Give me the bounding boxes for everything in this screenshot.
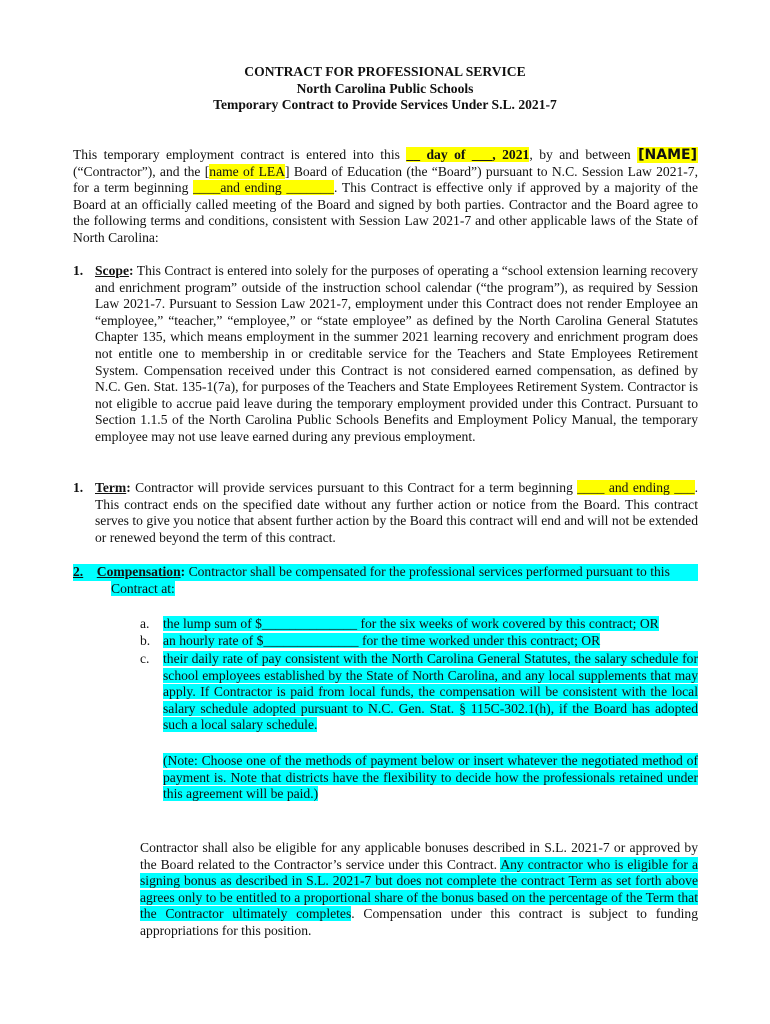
- lea-placeholder[interactable]: name of LEA: [209, 163, 286, 179]
- section-number-term: 1.: [73, 480, 84, 495]
- scope-heading: Scope: [95, 263, 129, 278]
- section-number-scope: 1.: [73, 263, 84, 278]
- contract-title: CONTRACT FOR PROFESSIONAL SERVICE: [244, 64, 526, 79]
- option-a-letter: a.: [140, 616, 150, 631]
- option-b: an hourly rate of $______________ for the time worked under this contract; OR: [163, 633, 601, 648]
- document-header: [0, 64, 770, 114]
- compensation-number: 2.: [73, 564, 84, 579]
- option-b-letter: b.: [140, 633, 151, 648]
- compensation-heading: Compensation: [96, 564, 181, 579]
- date-blank[interactable]: __ day of ___, 2021: [406, 147, 530, 162]
- bonus-highlight: Any contractor who is eligible for a signing bonus as described in S.L. 2021-7 but does not complete the contract Term as set forth above agrees only to be entitled to a proportional share of the bonus based on the percentage of the Term that the Contractor ultimately completes: [140, 856, 698, 922]
- term-blank[interactable]: ____and ending _______: [193, 180, 334, 196]
- term-heading: Term: [95, 480, 127, 495]
- option-a: the lump sum of $______________ for the six weeks of work covered by this contract; OR: [163, 616, 659, 631]
- term-dates-blank[interactable]: ____ and ending ___: [577, 480, 695, 495]
- contract-subtitle: North Carolina Public Schools: [296, 80, 474, 96]
- contract-subheading: Temporary Contract to Provide Services Under S.L. 2021-7: [213, 97, 557, 112]
- intro-paragraph: This temporary employment contract is entered into this __ day of ___, 2021, by and between [NAME] (“Contractor”), and the [name of LEA] Board of Education (the “Board”) pursuant to N.C. Session Law 2021-7, for a term beginning ____and ending _______. This Contract is effective only if approved by a majority of the Board at an officially called meeting of the Board and signed by both parties. Contractor and the Board agree to the following terms and conditions, consistent with Session Law 2021-7 and other applicable laws of the State of North Carolina:: [73, 147, 699, 245]
- bonus-paragraph: Contractor shall also be eligible for any applicable bonuses described in S.L. 2021-7 or approved by the Board related to the Contractor’s service under this Contract. Any contractor who is eligible for a signing bonus as described in S.L. 2021-7 but does not complete the contract Term as set forth above agrees only to be entitled to a proportional share of the bonus based on the percentage of the Term that the Contractor ultimately completes. Compensation under this contract is subject to funding appropriations for this position.: [140, 840, 698, 938]
- name-placeholder[interactable]: [NAME]: [638, 147, 697, 163]
- section-compensation: 2. Compensation: Contractor shall be compensated for the professional services performed pursuant to this Contract at:: [73, 564, 698, 597]
- section-scope: Scope: This Contract is entered into solely for the purposes of operating a “school extension learning recovery and enrichment program” outside of the instruction school calendar (“the program”), as required by Session Law 2021-7. Pursuant to Session Law 2021-7, employment under this Contract does not render Employee an “employee,” “teacher,” “employee,” or “state employee” as defined by the North Carolina General Statutes Chapter 135, which means employment in the summer 2021 learning recovery and enrichment program does not entitle one to membership in or creditable service for the Teachers and State Employees Retirement System. Compensation received under this Contract is not considered earned compensation, as defined by N.C. Gen. Stat. 135-1(7a), for purposes of the Teachers and State Employees Retirement System. Contractor is not eligible to accrue paid leave during the temporary employment provided under this Contract. Pursuant to Section 1.1.5 of the North Carolina Public Schools Benefits and Employment Policy Manual, the temporary employee may not use leave earned during any previous employment.: [95, 263, 698, 444]
- payment-note: (Note: Choose one of the methods of payment below or insert whatever the negotiated method of payment is. Note that districts have the flexibility to decide how the professionals retained under this agreement will be paid.): [163, 753, 698, 802]
- option-c: their daily rate of pay consistent with the North Carolina General Statutes, the salary schedule for school employees established by the State of North Carolina, and any local supplements that may apply. If Contractor is paid from local funds, the compensation will be consistent with the local salary schedule adopted pursuant to N.C. Gen. Stat. § 115C-302.1(h), if the Board has adopted such a local salary schedule.: [163, 651, 698, 733]
- section-term: Term: Contractor will provide services pursuant to this Contract for a term beginning ____ and ending ___. This contract ends on the specified date without any further action or notice from the Board. This contract serves to give you notice that absent further action by the Board this contract will end and will not be extended or renewed beyond the term of this contract.: [95, 480, 698, 545]
- option-c-letter: c.: [140, 651, 150, 666]
